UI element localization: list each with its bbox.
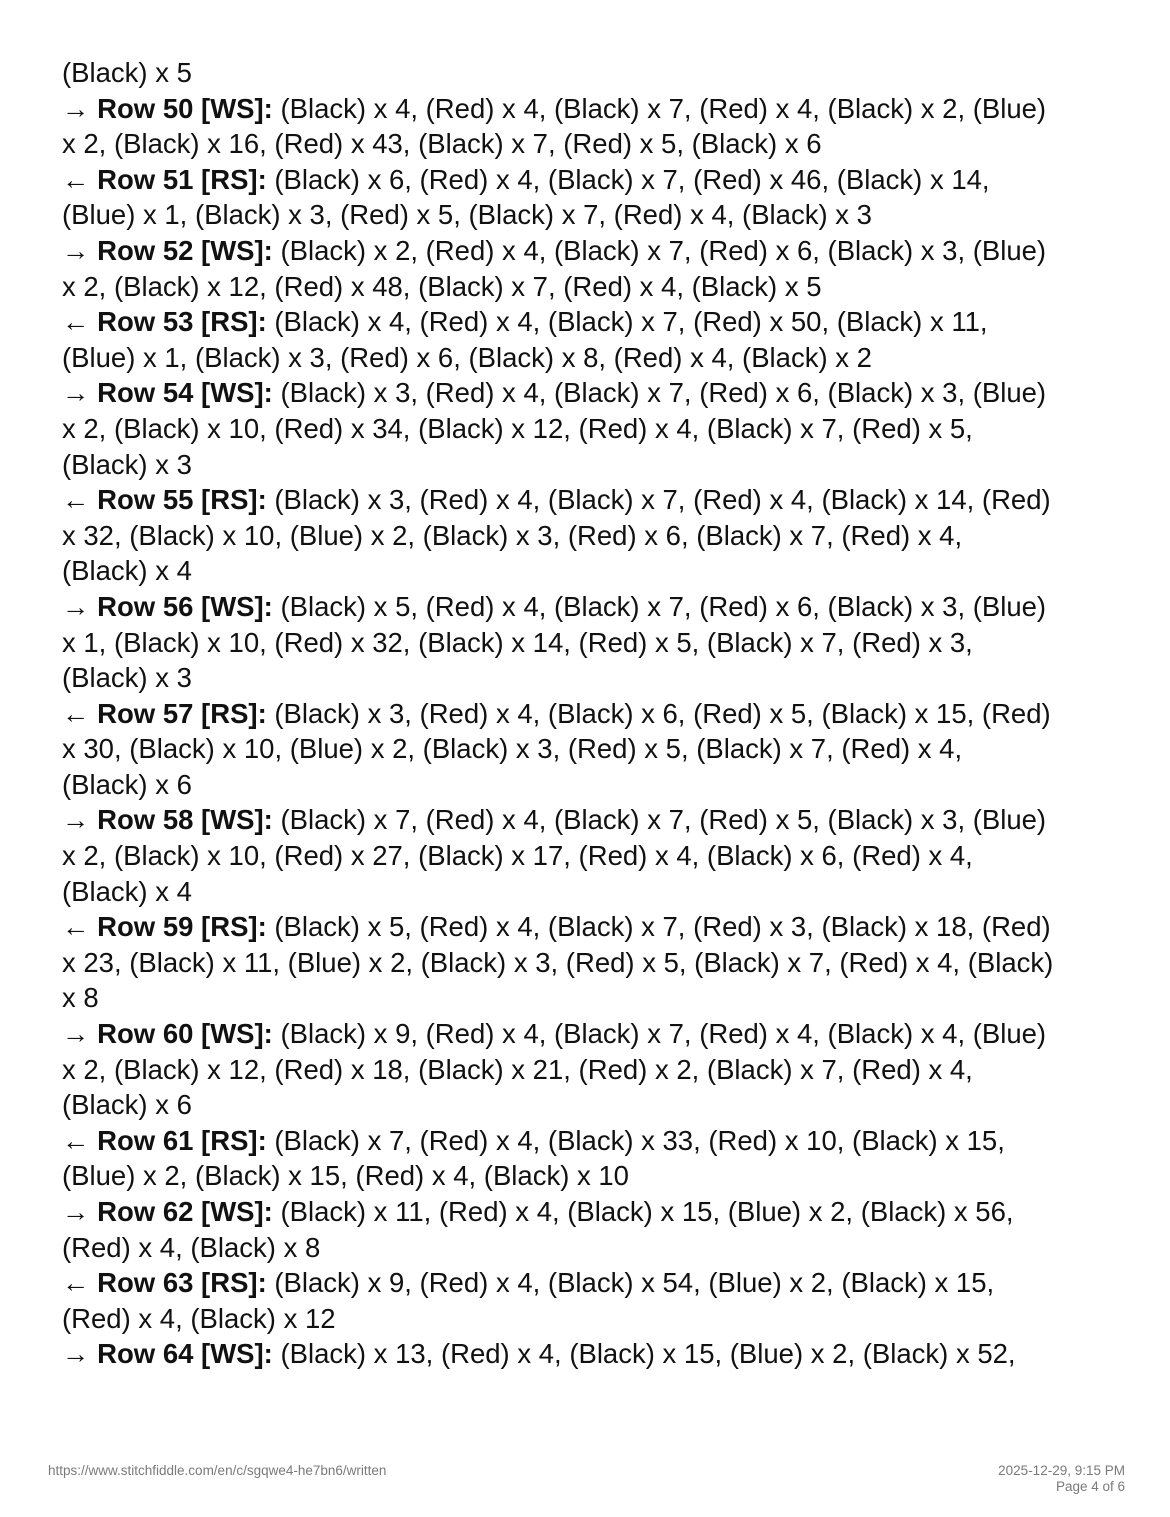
- row-stitches: (Black) x 6: [62, 1089, 192, 1121]
- row-stitches: x 30, (Black) x 10, (Blue) x 2, (Black) x 3, (Red) x 5, (Black) x 7, (Red) x 4,: [62, 733, 963, 765]
- arrow-left-icon: ←: [62, 1267, 98, 1299]
- arrow-right-icon: →: [62, 92, 98, 124]
- row-stitches: (Black) x 3: [62, 448, 192, 480]
- arrow-right-icon: →: [62, 1018, 98, 1050]
- footer-datetime: 2025-12-29, 9:15 PM: [998, 1463, 1125, 1478]
- row-stitches: x 2, (Black) x 12, (Red) x 48, (Black) x 7, (Red) x 4, (Black) x 5: [62, 270, 822, 302]
- row-stitches: (Black) x 5, (Red) x 4, (Black) x 7, (Red) x 3, (Black) x 18, (Red): [266, 911, 1051, 943]
- row-stitches: (Black) x 4, (Red) x 4, (Black) x 7, (Red) x 50, (Black) x 11,: [266, 306, 988, 338]
- row-label: Row 62 [WS]:: [97, 1196, 273, 1227]
- instruction-line: [62, 162, 1132, 198]
- row-label: Row 57 [RS]:: [97, 697, 267, 729]
- arrow-right-icon: →: [62, 1338, 98, 1370]
- arrow-left-icon: ←: [62, 484, 98, 516]
- instruction-line: [62, 589, 1132, 625]
- instruction-line: [62, 660, 1132, 696]
- row-stitches: (Black) x 3, (Red) x 4, (Black) x 7, (Red) x 6, (Black) x 3, (Blue): [272, 377, 1047, 409]
- row-stitches: (Blue) x 1, (Black) x 3, (Red) x 6, (Black) x 8, (Red) x 4, (Black) x 2: [62, 341, 872, 373]
- arrow-right-icon: →: [62, 804, 98, 836]
- instruction-line: [62, 838, 1132, 874]
- arrow-right-icon: →: [62, 234, 98, 266]
- row-label: Row 63 [RS]:: [97, 1267, 267, 1299]
- instruction-line: [62, 1336, 1132, 1372]
- row-stitches: (Black) x 3, (Red) x 4, (Black) x 6, (Red) x 5, (Black) x 15, (Red): [266, 697, 1051, 729]
- row-stitches: (Black) x 4, (Red) x 4, (Black) x 7, (Red) x 4, (Black) x 2, (Blue): [272, 92, 1047, 124]
- row-stitches: (Black) x 4: [62, 875, 192, 907]
- arrow-left-icon: ←: [62, 306, 98, 338]
- row-stitches: (Black) x 13, (Red) x 4, (Black) x 15, (Blue) x 2, (Black) x 52,: [272, 1338, 1016, 1370]
- footer-meta: [998, 1463, 1125, 1495]
- row-stitches: (Red) x 4, (Black) x 8: [62, 1231, 321, 1263]
- row-stitches: x 1, (Black) x 10, (Red) x 32, (Black) x 14, (Red) x 5, (Black) x 7, (Red) x 3,: [62, 626, 973, 658]
- arrow-left-icon: ←: [62, 1124, 98, 1156]
- instruction-line: [62, 1194, 1132, 1230]
- arrow-left-icon: ←: [62, 163, 98, 195]
- row-stitches: x 2, (Black) x 12, (Red) x 18, (Black) x 21, (Red) x 2, (Black) x 7, (Red) x 4,: [62, 1053, 973, 1085]
- instruction-line: [62, 731, 1132, 767]
- arrow-right-icon: →: [62, 377, 98, 409]
- instruction-line: [62, 55, 1132, 91]
- row-label: Row 52 [WS]:: [97, 234, 273, 266]
- instruction-line: [62, 980, 1132, 1016]
- row-stitches: (Black) x 6: [62, 768, 192, 800]
- row-label: Row 58 [WS]:: [97, 804, 273, 836]
- footer-url: https://www.stitchfiddle.com/en/c/sgqwe4-he7bn6/written: [48, 1463, 387, 1478]
- instruction-line: [62, 340, 1132, 376]
- row-stitches: x 23, (Black) x 11, (Blue) x 2, (Black) x 3, (Red) x 5, (Black) x 7, (Red) x 4, (Black): [62, 946, 1054, 978]
- instruction-line: [62, 625, 1132, 661]
- instruction-line: [62, 1230, 1132, 1266]
- row-stitches: (Black) x 5: [62, 57, 192, 88]
- row-label: Row 54 [WS]:: [97, 377, 273, 409]
- instruction-line: [62, 696, 1132, 732]
- row-stitches: (Black) x 7, (Red) x 4, (Black) x 33, (Red) x 10, (Black) x 15,: [266, 1124, 1005, 1156]
- instruction-line: [62, 1123, 1132, 1159]
- instruction-line: [62, 1158, 1132, 1194]
- instruction-line: [62, 1016, 1132, 1052]
- footer-page-number: Page 4 of 6: [1055, 1479, 1125, 1494]
- row-stitches: (Red) x 4, (Black) x 12: [62, 1302, 336, 1334]
- instruction-line: [62, 874, 1132, 910]
- arrow-left-icon: ←: [62, 911, 98, 943]
- instruction-line: [62, 269, 1132, 305]
- row-label: Row 59 [RS]:: [97, 911, 267, 943]
- row-stitches: x 32, (Black) x 10, (Blue) x 2, (Black) x 3, (Red) x 6, (Black) x 7, (Red) x 4,: [62, 519, 963, 551]
- row-label: Row 50 [WS]:: [97, 92, 273, 124]
- instruction-line: [62, 1265, 1132, 1301]
- arrow-right-icon: →: [62, 1196, 98, 1227]
- instruction-line: [62, 767, 1132, 803]
- row-label: Row 55 [RS]:: [97, 484, 267, 516]
- row-stitches: (Black) x 7, (Red) x 4, (Black) x 7, (Red) x 5, (Black) x 3, (Blue): [272, 804, 1047, 836]
- instruction-line: [62, 447, 1132, 483]
- row-label: Row 53 [RS]:: [97, 306, 267, 338]
- row-stitches: (Black) x 3, (Red) x 4, (Black) x 7, (Red) x 4, (Black) x 14, (Red): [266, 484, 1051, 516]
- row-stitches: x 2, (Black) x 10, (Red) x 34, (Black) x 12, (Red) x 4, (Black) x 7, (Red) x 5,: [62, 412, 973, 444]
- row-label: Row 51 [RS]:: [97, 163, 267, 195]
- row-label: Row 56 [WS]:: [97, 590, 273, 622]
- row-stitches: (Black) x 2, (Red) x 4, (Black) x 7, (Red) x 6, (Black) x 3, (Blue): [272, 234, 1047, 266]
- row-label: Row 64 [WS]:: [97, 1338, 273, 1370]
- row-stitches: x 2, (Black) x 10, (Red) x 27, (Black) x 17, (Red) x 4, (Black) x 6, (Red) x 4,: [62, 840, 973, 872]
- instruction-line: [62, 233, 1132, 269]
- pattern-instructions: [62, 55, 1132, 1372]
- instruction-line: [62, 1052, 1132, 1088]
- instruction-line: [62, 1301, 1132, 1337]
- instruction-line: [62, 482, 1132, 518]
- row-label: Row 61 [RS]:: [97, 1124, 267, 1156]
- row-stitches: x 8: [62, 982, 99, 1014]
- instruction-line: [62, 91, 1132, 127]
- arrow-right-icon: →: [62, 590, 98, 622]
- instruction-line: [62, 909, 1132, 945]
- row-stitches: (Black) x 6, (Red) x 4, (Black) x 7, (Red) x 46, (Black) x 14,: [266, 163, 990, 195]
- row-stitches: x 2, (Black) x 16, (Red) x 43, (Black) x 7, (Red) x 5, (Black) x 6: [62, 128, 822, 160]
- instruction-line: [62, 375, 1132, 411]
- instruction-line: [62, 1087, 1132, 1123]
- instruction-line: [62, 553, 1132, 589]
- row-stitches: (Black) x 9, (Red) x 4, (Black) x 54, (Blue) x 2, (Black) x 15,: [266, 1267, 995, 1299]
- row-stitches: (Blue) x 1, (Black) x 3, (Red) x 5, (Black) x 7, (Red) x 4, (Black) x 3: [62, 199, 872, 231]
- instruction-line: [62, 304, 1132, 340]
- arrow-left-icon: ←: [62, 697, 98, 729]
- row-stitches: (Black) x 11, (Red) x 4, (Black) x 15, (Blue) x 2, (Black) x 56,: [272, 1196, 1014, 1227]
- row-label: Row 60 [WS]:: [97, 1018, 273, 1050]
- row-stitches: (Black) x 4: [62, 555, 192, 587]
- instruction-line: [62, 945, 1132, 981]
- row-stitches: (Blue) x 2, (Black) x 15, (Red) x 4, (Black) x 10: [62, 1160, 629, 1192]
- instruction-line: [62, 126, 1132, 162]
- instruction-line: [62, 802, 1132, 838]
- row-stitches: (Black) x 3: [62, 662, 192, 694]
- instruction-line: [62, 411, 1132, 447]
- row-stitches: (Black) x 9, (Red) x 4, (Black) x 7, (Red) x 4, (Black) x 4, (Blue): [272, 1018, 1047, 1050]
- instruction-line: [62, 518, 1132, 554]
- instruction-line: [62, 197, 1132, 233]
- row-stitches: (Black) x 5, (Red) x 4, (Black) x 7, (Red) x 6, (Black) x 3, (Blue): [272, 590, 1047, 622]
